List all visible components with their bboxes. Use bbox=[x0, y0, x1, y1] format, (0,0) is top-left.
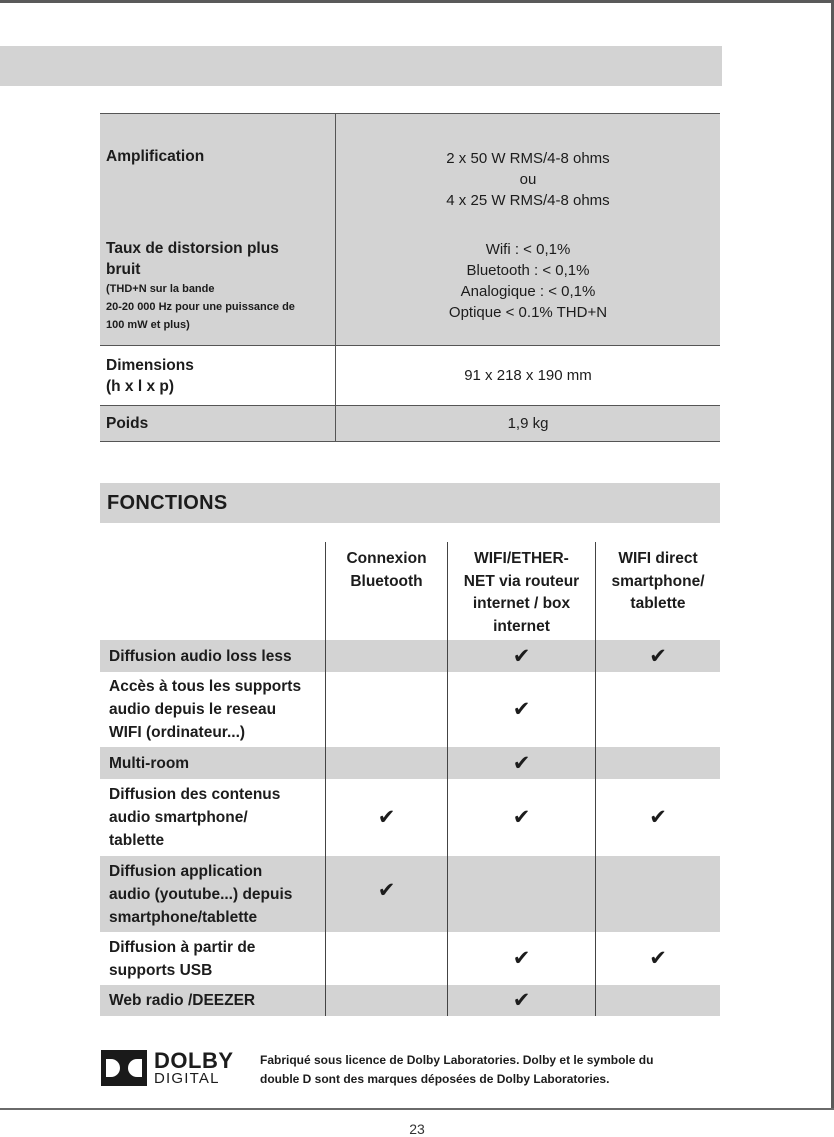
dimensions-label-line2: (h x l x p) bbox=[106, 377, 175, 395]
check-icon: ✔ bbox=[512, 988, 531, 1012]
weight-value: 1,9 kg bbox=[507, 415, 549, 432]
page-frame-top bbox=[0, 0, 834, 3]
header-line: WIFI/ETHER- bbox=[474, 550, 569, 567]
amp-value-line: 2 x 50 W RMS/4-8 ohms bbox=[446, 150, 610, 167]
cell-wifi-ethernet bbox=[448, 747, 596, 779]
header-line: WIFI direct bbox=[618, 550, 698, 567]
thd-value-line: Bluetooth : < 0,1% bbox=[466, 262, 590, 279]
thd-label-group bbox=[106, 238, 326, 334]
dimensions-value: 91 x 218 x 190 mm bbox=[464, 367, 592, 384]
specs-row-amp-thd bbox=[100, 114, 720, 346]
double-d-icon bbox=[101, 1050, 147, 1086]
cell-wifi-ethernet bbox=[448, 856, 596, 932]
dolby-digital-logo bbox=[101, 1050, 233, 1088]
cell-wifi-ethernet bbox=[448, 779, 596, 856]
amp-values bbox=[336, 148, 720, 211]
header-line: Connexion bbox=[346, 550, 427, 567]
thd-values bbox=[336, 239, 720, 323]
weight-label: Poids bbox=[106, 415, 149, 432]
header-line: tablette bbox=[630, 595, 686, 612]
cell-bluetooth bbox=[326, 640, 448, 672]
cell-wifi-direct bbox=[596, 932, 720, 985]
specs-row-dimensions bbox=[100, 346, 720, 406]
check-icon: ✔ bbox=[512, 750, 531, 775]
header-line: internet / box bbox=[472, 595, 571, 612]
table-row bbox=[100, 640, 720, 672]
header-band bbox=[0, 46, 722, 86]
cell-wifi-ethernet bbox=[448, 985, 596, 1016]
amp-value-line: 4 x 25 W RMS/4-8 ohms bbox=[446, 192, 610, 209]
cell-wifi-direct bbox=[596, 747, 720, 779]
specs-label-cell bbox=[100, 114, 336, 345]
row-label: Accès à tous les supports audio depuis le reseau WIFI (ordinateur...) bbox=[100, 672, 326, 747]
functions-table bbox=[100, 542, 720, 1016]
table-row bbox=[100, 747, 720, 779]
check-icon: ✔ bbox=[512, 697, 531, 721]
cell-wifi-direct bbox=[596, 856, 720, 932]
table-row bbox=[100, 932, 720, 985]
row-label: Diffusion application audio (youtube...) depuis smartphone/tablette bbox=[100, 856, 326, 932]
functions-title: FONCTIONS bbox=[107, 492, 228, 514]
page-frame-bottom bbox=[0, 1108, 834, 1110]
cell-wifi-direct bbox=[596, 672, 720, 747]
thd-value-line: Analogique : < 0,1% bbox=[460, 283, 596, 300]
header-bluetooth bbox=[326, 542, 448, 640]
check-icon: ✔ bbox=[649, 946, 667, 970]
thd-label-line2: bruit bbox=[106, 261, 141, 278]
specs-row-weight bbox=[100, 406, 720, 442]
thd-label-line1: Taux de distorsion plus bbox=[106, 240, 279, 257]
specs-table bbox=[100, 113, 720, 442]
header-wifi-ethernet bbox=[448, 542, 596, 640]
thd-value-line: Wifi : < 0,1% bbox=[485, 241, 571, 258]
thd-note-line: (THD+N sur la bande bbox=[106, 283, 215, 295]
functions-header-row bbox=[100, 542, 720, 640]
table-row bbox=[100, 672, 720, 747]
thd-note-line: 20-20 000 Hz pour une puissance de bbox=[106, 301, 295, 313]
check-icon: ✔ bbox=[512, 643, 531, 668]
functions-section-band bbox=[100, 483, 720, 523]
cell-wifi-direct bbox=[596, 779, 720, 856]
check-icon: ✔ bbox=[512, 946, 531, 970]
header-empty-cell bbox=[100, 542, 326, 640]
dolby-digital-text: DIGITAL bbox=[154, 1070, 220, 1087]
dolby-wordmark: DOLBY bbox=[154, 1048, 234, 1073]
page-number: 23 bbox=[409, 1121, 425, 1137]
row-label: Diffusion des contenus audio smartphone/ tablette bbox=[100, 779, 326, 856]
cell-bluetooth bbox=[326, 779, 448, 856]
amp-label: Amplification bbox=[106, 148, 205, 165]
check-icon: ✔ bbox=[377, 878, 396, 902]
specs-value-cell bbox=[336, 114, 720, 345]
cell-wifi-ethernet bbox=[448, 672, 596, 747]
cell-wifi-ethernet bbox=[448, 932, 596, 985]
check-icon: ✔ bbox=[649, 643, 667, 668]
cell-bluetooth bbox=[326, 747, 448, 779]
row-label: Diffusion audio loss less bbox=[100, 640, 326, 672]
table-row bbox=[100, 779, 720, 856]
header-line: smartphone/ bbox=[611, 572, 705, 590]
specs-label-cell bbox=[100, 346, 336, 405]
specs-label-cell bbox=[100, 406, 336, 441]
check-icon: ✔ bbox=[649, 805, 667, 829]
row-label: Diffusion à partir de supports USB bbox=[100, 932, 326, 985]
cell-wifi-direct bbox=[596, 640, 720, 672]
cell-wifi-ethernet bbox=[448, 640, 596, 672]
dolby-license-notice bbox=[260, 1051, 710, 1089]
thd-value-line: Optique < 0.1% THD+N bbox=[448, 304, 608, 321]
amp-value-line: ou bbox=[519, 171, 537, 188]
thd-note-line: 100 mW et plus) bbox=[106, 319, 190, 331]
check-icon: ✔ bbox=[512, 805, 531, 829]
row-label: Web radio /DEEZER bbox=[100, 985, 326, 1016]
cell-bluetooth bbox=[326, 856, 448, 932]
table-row bbox=[100, 985, 720, 1016]
header-line: NET via routeur bbox=[463, 572, 580, 590]
cell-bluetooth bbox=[326, 672, 448, 747]
check-icon: ✔ bbox=[377, 805, 396, 829]
header-wifi-direct bbox=[596, 542, 720, 640]
cell-wifi-direct bbox=[596, 985, 720, 1016]
header-line: Bluetooth bbox=[350, 572, 423, 590]
dimensions-label-line1: Dimensions bbox=[106, 356, 194, 374]
cell-bluetooth bbox=[326, 985, 448, 1016]
cell-bluetooth bbox=[326, 932, 448, 985]
notice-line: Fabriqué sous licence de Dolby Laboratories. Dolby et le symbole du bbox=[260, 1053, 654, 1067]
table-row bbox=[100, 856, 720, 932]
row-label: Multi-room bbox=[100, 747, 326, 779]
header-line: internet bbox=[493, 617, 550, 635]
notice-line: double D sont des marques déposées de Dolby Laboratories. bbox=[260, 1072, 610, 1086]
